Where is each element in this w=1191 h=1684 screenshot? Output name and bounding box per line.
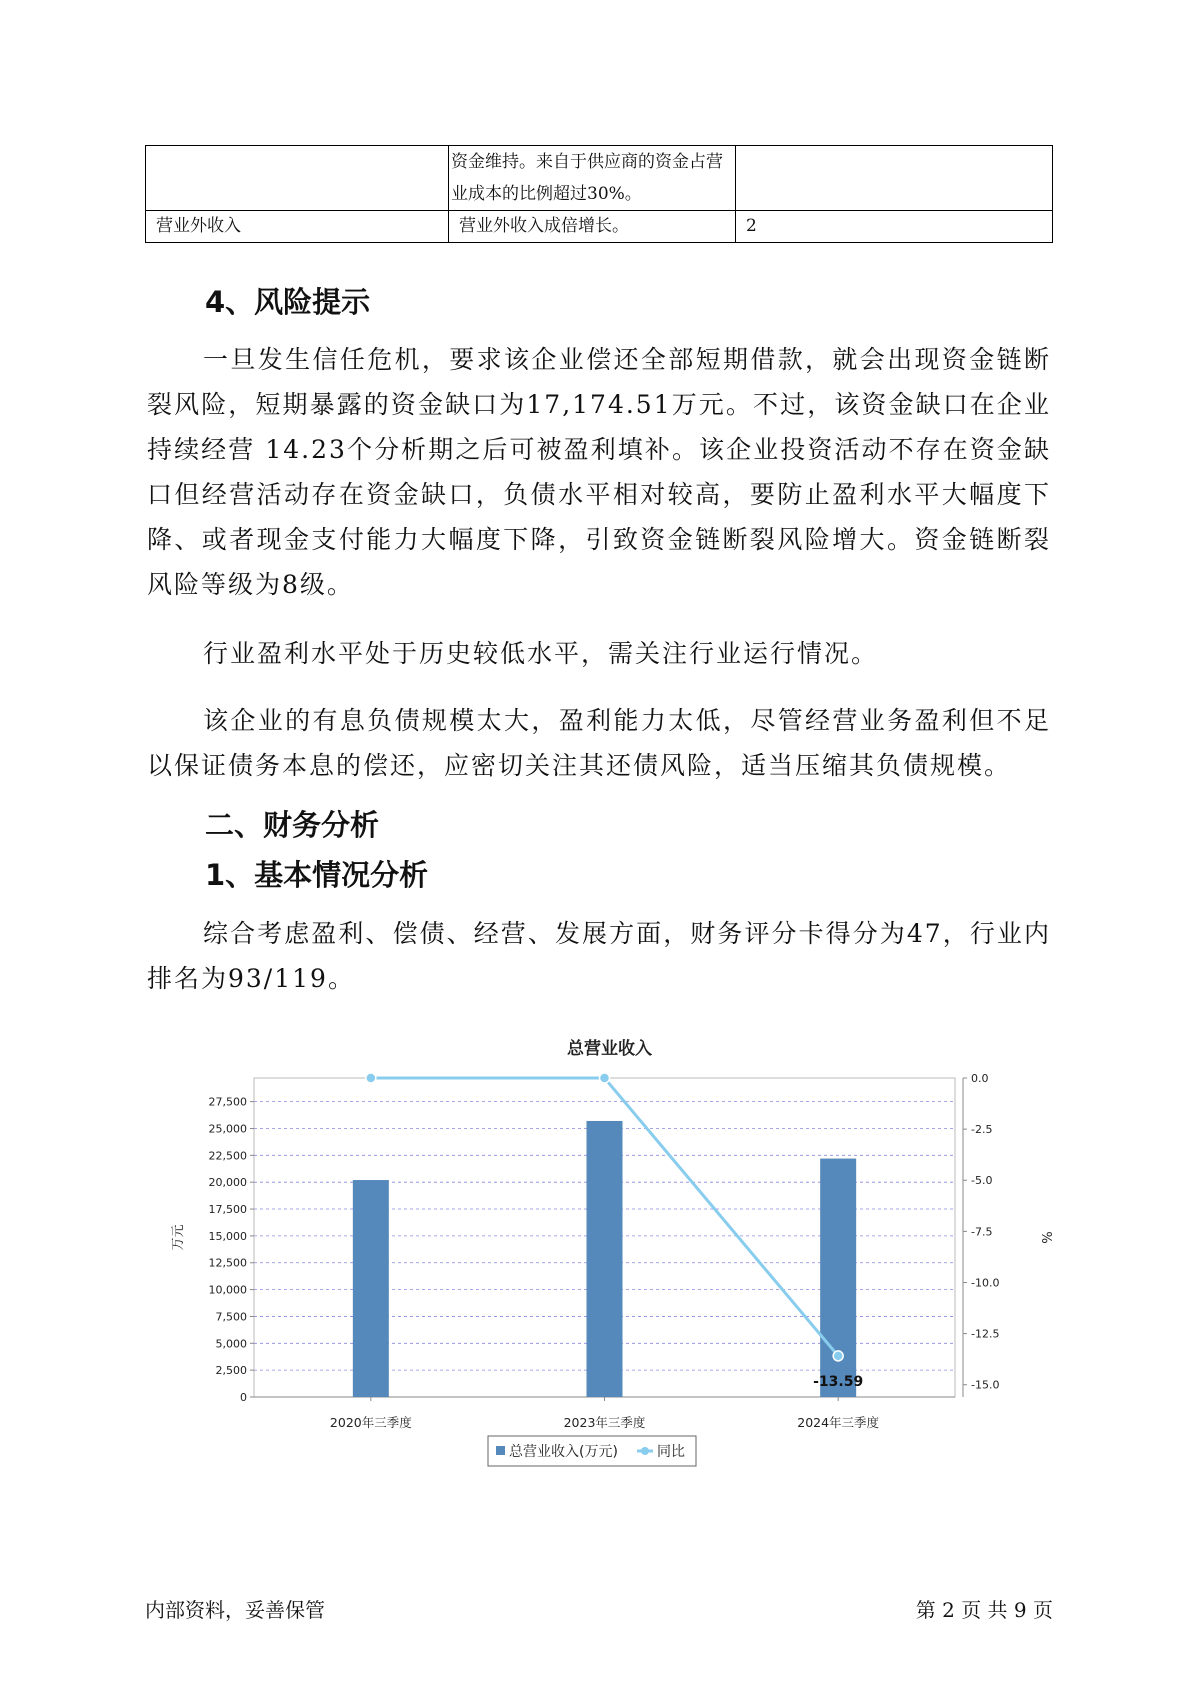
legend-label-yoy: 同比 <box>657 1444 685 1460</box>
page-number: 第 2 页 共 9 页 <box>915 1598 1053 1622</box>
y-right-tick-label: -10.0 <box>971 1276 1000 1290</box>
chart-title: 总营业收入 <box>567 1039 652 1059</box>
y-tick-label: 22,500 <box>208 1149 247 1163</box>
y-tick-label: 15,000 <box>208 1229 247 1243</box>
y-tick-label: 20,000 <box>208 1176 247 1190</box>
section-heading-risk: 4、风险提示 <box>205 285 371 319</box>
y-tick-label: 25,000 <box>208 1122 247 1136</box>
yoy-point <box>600 1073 610 1083</box>
y-right-tick-label: -5.0 <box>971 1174 993 1188</box>
y-tick-label: 17,500 <box>208 1203 247 1217</box>
table-cell <box>146 146 449 211</box>
y-axis-label: 万元 <box>171 1224 186 1251</box>
y-tick-label: 7,500 <box>215 1310 247 1324</box>
legend-swatch-point <box>641 1447 649 1455</box>
y-right-axis-label: % <box>1038 1231 1053 1244</box>
legend-swatch-bar <box>496 1446 505 1455</box>
risk-paragraph-3: 该企业的有息负债规模太大，盈利能力太低，尽管经营业务盈利但不足以保证债务本息的偿还，应密切关注其还债风险，适当压缩其负债规模。 <box>147 706 1051 780</box>
y-tick-label: 0 <box>240 1391 247 1404</box>
table-cell: 营业外收入 <box>146 211 449 243</box>
yoy-point <box>833 1351 843 1361</box>
bar <box>353 1180 389 1397</box>
table-cell: 资金维持。来自于供应商的资金占营业成本的比例超过30%。 <box>449 146 736 211</box>
y-right-tick-label: -15.0 <box>971 1378 1000 1392</box>
revenue-chart <box>170 1025 1053 1495</box>
footer-note: 内部资料，妥善保管 <box>145 1598 325 1622</box>
table-cell <box>736 146 1053 211</box>
finance-paragraph-1: 综合考虑盈利、偿债、经营、发展方面，财务评分卡得分为47，行业内排名为93/119。 <box>147 919 1051 993</box>
y-tick-label: 5,000 <box>215 1337 247 1351</box>
y-tick-label: 10,000 <box>208 1283 247 1297</box>
y-tick-label: 2,500 <box>215 1364 247 1378</box>
y-right-tick-label: 0.0 <box>971 1072 989 1085</box>
data-label: -13.59 <box>813 1373 864 1390</box>
x-tick-label: 2024年三季度 <box>797 1415 880 1430</box>
y-right-tick-label: -2.5 <box>971 1123 993 1137</box>
x-tick-label: 2023年三季度 <box>563 1415 646 1430</box>
risk-paragraph-2: 行业盈利水平处于历史较低水平，需关注行业运行情况。 <box>203 639 879 668</box>
indicator-table <box>145 145 1053 243</box>
y-tick-label: 27,500 <box>208 1095 247 1109</box>
y-right-tick-label: -12.5 <box>971 1327 1000 1341</box>
risk-paragraph-1: 一旦发生信任危机，要求该企业偿还全部短期借款，就会出现资金链断裂风险，短期暴露的资金缺口为17,174.51万元。不过，该资金缺口在企业持续经营 14.23个分析期之后可被盈利填补。该企业投资活动不存在资金缺口但经营活动存在资金缺口，负债水平相对较高，要防止盈利水平大幅度下降、或者现金支付能力大幅度下降，引致资金链断裂风险增大。资金链断裂风险等级为8级。 <box>147 345 1051 599</box>
table-cell: 2 <box>736 211 1053 243</box>
table-row <box>146 146 1053 211</box>
bar <box>587 1121 623 1397</box>
x-tick-label: 2020年三季度 <box>329 1415 412 1430</box>
subsection-heading-basic: 1、基本情况分析 <box>205 858 429 892</box>
y-tick-label: 12,500 <box>208 1256 247 1270</box>
table-cell: 营业外收入成倍增长。 <box>449 211 736 243</box>
table-row <box>146 211 1053 243</box>
y-right-tick-label: -7.5 <box>971 1225 993 1239</box>
legend-label-revenue: 总营业收入(万元) <box>509 1444 618 1460</box>
section-heading-finance: 二、财务分析 <box>205 808 380 842</box>
yoy-point <box>366 1073 376 1083</box>
